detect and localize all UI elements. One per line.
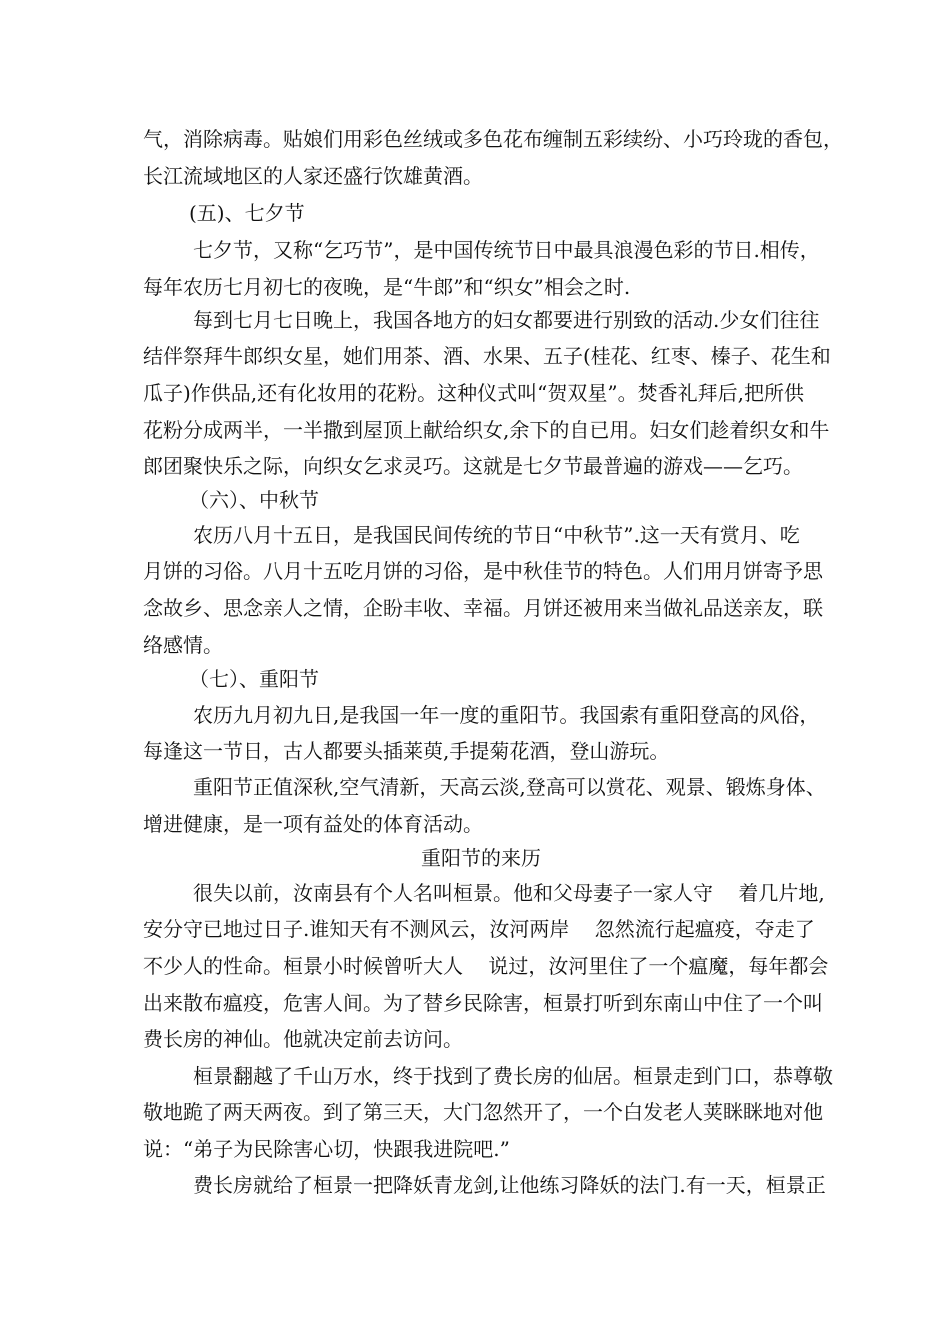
story-title: 重阳节的来历 bbox=[421, 846, 541, 870]
body-text-line: 桓景翻越了千山万水，终于找到了费长房的仙居。桓景走到门口，恭尊敬 bbox=[193, 1064, 833, 1088]
body-text-line: 重阳节正值深秋,空气清新，天高云淡,登高可以赏花、观景、锻炼身体、 bbox=[193, 775, 826, 799]
body-text-line: 农历八月十五日，是我国民间传统的节日“中秋节”.这一天有赏月、吃 bbox=[193, 523, 800, 547]
section-heading-qixi: (五)、七夕节 bbox=[189, 201, 305, 225]
body-text-line: 每年农历七月初七的夜晚，是“牛郎”和“织女”相会之时. bbox=[143, 275, 631, 299]
body-text-line: 费长房的神仙。他就决定前去访问。 bbox=[143, 1027, 463, 1051]
body-text-line: 结伴祭拜牛郎织女星，她们用茶、酒、水果、五子(桂花、红枣、榛子、花生和 bbox=[143, 344, 831, 368]
body-text-line: 瓜子)作供品,还有化妆用的花粉。这种仪式叫“贺双星”。焚香礼拜后,把所供 bbox=[143, 381, 804, 405]
body-text-line: 敬地跪了两天两夜。到了第三天，大门忽然开了，一个白发老人荚眯眯地对他 bbox=[143, 1100, 823, 1124]
body-text-line: 长江流域地区的人家还盛行饮雄黄酒。 bbox=[143, 164, 483, 188]
body-text-line: 花粉分成两半，一半撒到屋顶上献给织女,余下的自已用。妇女们趁着织女和牛 bbox=[143, 418, 830, 442]
section-heading-zhongqiu: （六）、中秋节 bbox=[189, 488, 319, 512]
body-text-line: 气，消除病毒。贴娘们用彩色丝绒或多色花布缠制五彩续纷、小巧玲珑的香包， bbox=[143, 127, 843, 151]
body-text-line: 不少人的性命。桓景小时候曾听大人 说过，汝河里住了一个瘟魔，每年都会 bbox=[143, 954, 829, 978]
body-text-line: 农历九月初九日,是我国一年一度的重阳节。我国索有重阳登高的风俗， bbox=[193, 703, 820, 727]
body-text-line: 络感情。 bbox=[143, 633, 223, 657]
body-text-line: 念故乡、思念亲人之情，企盼丰收、幸福。月饼还被用来当做礼品送亲友，联 bbox=[143, 596, 823, 620]
body-text-line: 七夕节，又称“乞巧节”，是中国传统节日中最具浪漫色彩的节日.相传， bbox=[193, 238, 820, 262]
body-text-line: 月饼的习俗。八月十五吃月饼的习俗，是中秋佳节的特色。人们用月饼寄予思 bbox=[143, 559, 823, 583]
body-text-line: 出来散布瘟疫，危害人间。为了替乡民除害，桓景打听到东南山中住了一个叫 bbox=[143, 991, 823, 1015]
body-text-line: 说：“弟子为民除害心切，快跟我进院吧.” bbox=[143, 1137, 510, 1161]
body-text-line: 安分守已地过日子.谁知天有不测风云，汝河两岸 忽然流行起瘟疫，夺走了 bbox=[143, 917, 815, 941]
body-text-line: 增进健康，是一项有益处的体育活动。 bbox=[143, 812, 483, 836]
body-text-line: 每逢这一节日，古人都要头插莱萸,手提菊花酒，登山游玩。 bbox=[143, 739, 670, 763]
body-text-line: 很失以前，汝南县有个人名叫桓景。他和父母妻子一家人守 着几片地, bbox=[193, 881, 825, 905]
body-text-line: 费长房就给了桓景一把降妖青龙剑,让他练习降妖的法门.有一天，桓景正 bbox=[193, 1173, 826, 1197]
body-text-line: 每到七月七日晚上，我国各地方的妇女都要进行别致的活动.少女们往往 bbox=[193, 308, 820, 332]
section-heading-chongyang: （七）、重阳节 bbox=[189, 667, 319, 691]
body-text-line: 郎团聚快乐之际，向织女乞求灵巧。这就是七夕节最普遍的游戏——乞巧。 bbox=[143, 454, 803, 478]
